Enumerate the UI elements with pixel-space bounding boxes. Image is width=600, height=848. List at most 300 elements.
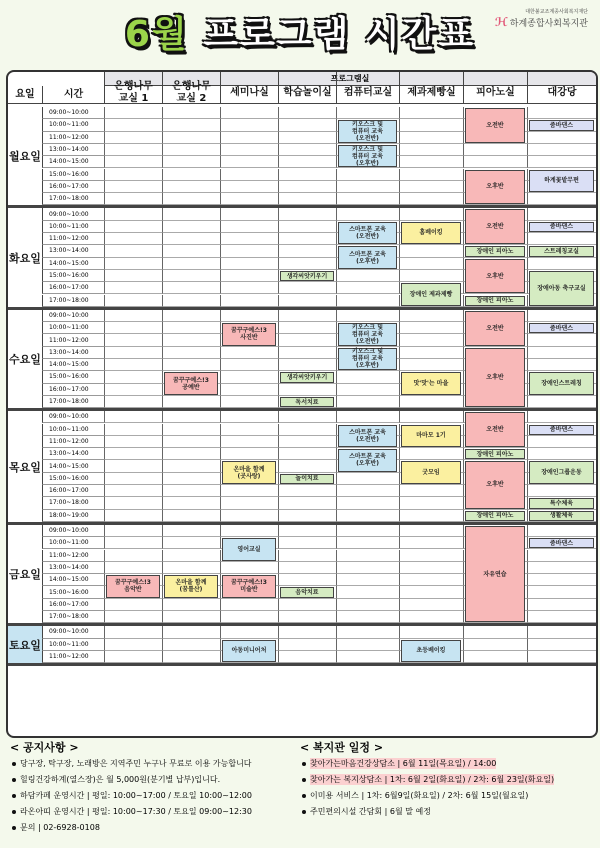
header-room: 컴퓨터교실 xyxy=(336,72,399,104)
time-slot: 09:00~10:00 xyxy=(42,310,104,322)
slot-cell xyxy=(220,119,278,131)
slot-cell xyxy=(220,181,278,193)
time-slot: 11:00~12:00 xyxy=(42,651,104,663)
slot-cell xyxy=(104,233,162,245)
program-block: 장애인 피아노 xyxy=(465,511,525,521)
time-slot: 09:00~10:00 xyxy=(42,411,104,423)
time-slot: 09:00~10:00 xyxy=(42,107,104,119)
time-slot: 14:00~15:00 xyxy=(42,359,104,371)
slot-cell xyxy=(220,310,278,322)
slot-cell xyxy=(220,384,278,396)
slot-cell xyxy=(162,497,220,509)
bullet-icon xyxy=(302,778,306,782)
slot-cell xyxy=(278,258,336,270)
slot-cell xyxy=(162,510,220,522)
time-slot: 14:00~15:00 xyxy=(42,258,104,270)
slot-cell xyxy=(399,347,463,359)
time-slot: 10:00~11:00 xyxy=(42,322,104,334)
slot-cell xyxy=(162,208,220,220)
slot-cell xyxy=(399,334,463,346)
slot-cell xyxy=(527,107,596,119)
program-block: 생활체육 xyxy=(529,511,594,521)
slot-cell xyxy=(220,144,278,156)
slot-cell xyxy=(463,144,527,156)
slot-cell xyxy=(399,144,463,156)
slot-cell xyxy=(527,611,596,623)
program-block: 키오스크 및 컴퓨터 교육 (오후반) xyxy=(338,348,397,371)
slot-cell xyxy=(278,221,336,233)
slot-cell xyxy=(463,626,527,638)
slot-cell xyxy=(278,460,336,472)
slot-cell xyxy=(336,525,399,537)
program-block: 독서치료 xyxy=(280,397,334,407)
slot-cell xyxy=(162,169,220,181)
slot-cell xyxy=(278,510,336,522)
header-room: 학습놀이실 xyxy=(278,72,336,104)
slot-cell xyxy=(527,626,596,638)
slot-cell xyxy=(162,396,220,408)
slot-cell xyxy=(336,651,399,663)
time-slot: 15:00~16:00 xyxy=(42,169,104,181)
slot-cell xyxy=(399,626,463,638)
slot-cell xyxy=(162,460,220,472)
slot-cell xyxy=(399,448,463,460)
time-slot: 10:00~11:00 xyxy=(42,119,104,131)
notice-text: 라온아띠 운영시간 | 평일: 10:00~17:30 / 토요일 09:00~12:30 xyxy=(20,807,252,816)
schedule-text: 이미용 서비스 | 1차: 6월9일(화요일) / 2차: 6월 15일(월요일) xyxy=(310,791,529,800)
program-block: 오후반 xyxy=(465,259,525,294)
program-block: 홈베이킹 xyxy=(401,222,461,245)
time-slot: 15:00~16:00 xyxy=(42,270,104,282)
timetable xyxy=(6,70,598,738)
time-slot: 15:00~16:00 xyxy=(42,586,104,598)
time-slot: 17:00~18:00 xyxy=(42,611,104,623)
slot-cell xyxy=(162,322,220,334)
slot-cell xyxy=(104,411,162,423)
slot-cell xyxy=(463,639,527,651)
time-slot: 11:00~12:00 xyxy=(42,436,104,448)
slot-cell xyxy=(336,208,399,220)
slot-cell xyxy=(278,156,336,168)
slot-cell xyxy=(162,233,220,245)
slot-cell xyxy=(527,651,596,663)
slot-cell xyxy=(278,295,336,307)
program-block: 키오스크 및 컴퓨터 교육 (오전반) xyxy=(338,323,397,346)
program-block: 오후반 xyxy=(465,461,525,508)
slot-cell xyxy=(220,193,278,205)
org-parent: 대한불교조계종사회복지재단 xyxy=(525,9,588,15)
slot-cell xyxy=(220,510,278,522)
program-block: 줌바댄스 xyxy=(529,323,594,333)
slot-cell xyxy=(399,169,463,181)
slot-cell xyxy=(162,193,220,205)
header-room: 피아노실 xyxy=(463,72,527,104)
slot-cell xyxy=(527,586,596,598)
notice-item xyxy=(12,790,252,801)
slot-cell xyxy=(336,310,399,322)
slot-cell xyxy=(104,282,162,294)
program-block: 오전반 xyxy=(465,108,525,143)
slot-cell xyxy=(104,322,162,334)
slot-cell xyxy=(104,436,162,448)
slot-cell xyxy=(104,119,162,131)
bullet-icon xyxy=(302,794,306,798)
slot-cell xyxy=(104,537,162,549)
slot-cell xyxy=(220,258,278,270)
slot-cell xyxy=(162,258,220,270)
day-label: 목요일 xyxy=(9,460,41,474)
slot-cell xyxy=(220,208,278,220)
slot-cell xyxy=(527,396,596,408)
slot-cell xyxy=(527,156,596,168)
lotus-icon: ℋ xyxy=(494,15,508,29)
slot-cell xyxy=(527,359,596,371)
time-slot: 15:00~16:00 xyxy=(42,371,104,383)
slot-cell xyxy=(527,639,596,651)
time-slot: 10:00~11:00 xyxy=(42,221,104,233)
slot-cell xyxy=(527,310,596,322)
slot-cell xyxy=(162,550,220,562)
slot-cell xyxy=(220,233,278,245)
bullet-icon xyxy=(302,762,306,766)
slot-cell xyxy=(104,193,162,205)
time-slot: 09:00~10:00 xyxy=(42,525,104,537)
program-block: 장애아동 축구교실 xyxy=(529,271,594,306)
program-block: 오전반 xyxy=(465,311,525,346)
program-block: 오전반 xyxy=(465,209,525,244)
slot-cell xyxy=(399,208,463,220)
slot-cell xyxy=(527,347,596,359)
slot-cell xyxy=(463,156,527,168)
slot-cell xyxy=(220,424,278,436)
slot-cell xyxy=(278,411,336,423)
program-block: 스마트폰 교육 (오후반) xyxy=(338,449,397,472)
slot-cell xyxy=(162,310,220,322)
program-block: 스마트폰 교육 (오전반) xyxy=(338,222,397,245)
time-slot: 10:00~11:00 xyxy=(42,537,104,549)
program-block: 장애인 피아노 xyxy=(465,449,525,459)
slot-cell xyxy=(104,359,162,371)
slot-cell xyxy=(162,599,220,611)
notice-title: < 공지사항 > xyxy=(10,741,79,754)
slot-cell xyxy=(527,436,596,448)
slot-cell xyxy=(278,334,336,346)
notice-text: 하담카페 운영시간 | 평일: 10:00~17:00 / 토요일 10:00~12:00 xyxy=(20,791,252,800)
slot-cell xyxy=(162,245,220,257)
notice-item xyxy=(12,774,220,785)
slot-cell xyxy=(278,181,336,193)
slot-cell xyxy=(104,371,162,383)
org-logo xyxy=(495,8,588,29)
slot-cell xyxy=(278,436,336,448)
slot-cell xyxy=(104,132,162,144)
program-block: 꿈꾸구예스!3 공예반 xyxy=(164,372,218,395)
slot-cell xyxy=(162,424,220,436)
program-block: 스마트폰 교육 (오후반) xyxy=(338,246,397,269)
title-month: 6월 xyxy=(124,14,189,55)
slot-cell xyxy=(162,626,220,638)
bullet-icon xyxy=(302,810,306,814)
slot-cell xyxy=(278,550,336,562)
time-slot: 14:00~15:00 xyxy=(42,156,104,168)
slot-cell xyxy=(399,245,463,257)
slot-cell xyxy=(104,562,162,574)
slot-cell xyxy=(399,132,463,144)
slot-cell xyxy=(399,485,463,497)
program-block: 생각씨앗키우기 xyxy=(280,372,334,382)
slot-cell xyxy=(162,436,220,448)
header-group: 프로그램실 xyxy=(104,72,596,86)
slot-cell xyxy=(278,347,336,359)
header-room: 은행나무 교실 2 xyxy=(162,72,220,104)
bullet-icon xyxy=(12,810,16,814)
slot-cell xyxy=(527,448,596,460)
slot-cell xyxy=(278,537,336,549)
slot-cell xyxy=(527,144,596,156)
slot-cell xyxy=(527,599,596,611)
slot-cell xyxy=(399,497,463,509)
program-block: 굿모임 xyxy=(401,461,461,484)
slot-cell xyxy=(399,586,463,598)
slot-cell xyxy=(162,156,220,168)
slot-cell xyxy=(220,169,278,181)
slot-cell xyxy=(220,347,278,359)
slot-cell xyxy=(336,510,399,522)
slot-cell xyxy=(278,144,336,156)
slot-cell xyxy=(399,119,463,131)
slot-cell xyxy=(278,245,336,257)
slot-cell xyxy=(162,473,220,485)
slot-cell xyxy=(278,626,336,638)
slot-cell xyxy=(104,245,162,257)
slot-cell xyxy=(336,169,399,181)
slot-cell xyxy=(278,132,336,144)
slot-cell xyxy=(162,485,220,497)
program-block: 음악치료 xyxy=(280,587,334,597)
slot-cell xyxy=(220,525,278,537)
bullet-icon xyxy=(12,762,16,766)
slot-cell xyxy=(162,221,220,233)
program-block: 마마모 1기 xyxy=(401,425,461,448)
slot-cell xyxy=(278,384,336,396)
slot-cell xyxy=(278,310,336,322)
header-room: 대강당 xyxy=(527,72,596,104)
slot-cell xyxy=(278,359,336,371)
slot-cell xyxy=(162,119,220,131)
time-slot: 16:00~17:00 xyxy=(42,599,104,611)
slot-cell xyxy=(162,411,220,423)
slot-cell xyxy=(220,156,278,168)
slot-cell xyxy=(162,107,220,119)
slot-cell xyxy=(162,611,220,623)
slot-cell xyxy=(278,485,336,497)
time-slot: 14:00~15:00 xyxy=(42,574,104,586)
slot-cell xyxy=(278,562,336,574)
notice-title-text: 공지사항 xyxy=(23,741,66,754)
slot-cell xyxy=(220,485,278,497)
slot-cell xyxy=(162,639,220,651)
slot-cell xyxy=(336,384,399,396)
program-block: 꿈꾸구예스!3 음악반 xyxy=(106,575,160,598)
slot-cell xyxy=(220,448,278,460)
slot-cell xyxy=(162,270,220,282)
slot-cell xyxy=(278,639,336,651)
header-day: 요일 xyxy=(8,86,42,104)
program-block: 하계꽃밭무편 xyxy=(529,170,594,193)
slot-cell xyxy=(220,295,278,307)
slot-cell xyxy=(336,473,399,485)
slot-cell xyxy=(336,371,399,383)
slot-cell xyxy=(220,371,278,383)
day-label: 화요일 xyxy=(9,251,41,265)
slot-cell xyxy=(336,626,399,638)
time-slot: 17:00~18:00 xyxy=(42,193,104,205)
slot-cell xyxy=(336,550,399,562)
slot-cell xyxy=(220,436,278,448)
slot-cell xyxy=(336,574,399,586)
day-separator xyxy=(8,663,596,666)
program-block: 오후반 xyxy=(465,170,525,205)
slot-cell xyxy=(399,574,463,586)
slot-cell xyxy=(336,193,399,205)
slot-cell xyxy=(336,562,399,574)
slot-cell xyxy=(162,132,220,144)
program-block: 줌바댄스 xyxy=(529,538,594,548)
slot-cell xyxy=(278,651,336,663)
program-block: 꿈꾸구예스!3 미술반 xyxy=(222,575,276,598)
slot-cell xyxy=(104,639,162,651)
slot-cell xyxy=(278,574,336,586)
slot-cell xyxy=(162,144,220,156)
program-block: 영어교실 xyxy=(222,538,276,561)
time-slot: 17:00~18:00 xyxy=(42,497,104,509)
slot-cell xyxy=(336,497,399,509)
program-block: 자유연습 xyxy=(465,526,525,622)
slot-cell xyxy=(104,295,162,307)
slot-cell xyxy=(104,270,162,282)
notice-text: 문의 | 02-6928-0108 xyxy=(20,823,100,832)
time-slot: 10:00~11:00 xyxy=(42,639,104,651)
slot-cell xyxy=(162,347,220,359)
slot-cell xyxy=(104,208,162,220)
title-rest: 프로그램 시간표 xyxy=(188,14,476,55)
time-slot: 16:00~17:00 xyxy=(42,282,104,294)
slot-cell xyxy=(278,169,336,181)
schedule-text: 찾아가는 복지상담소 | 1차: 6월 2일(화요일) / 2차: 6월 23일(화요일) xyxy=(310,775,555,784)
schedule-text: 찾아가는마음건강상담소 | 6월 11일(목요일) / 14:00 xyxy=(310,759,497,768)
day-label: 수요일 xyxy=(9,352,41,366)
slot-cell xyxy=(336,411,399,423)
slot-cell xyxy=(104,144,162,156)
time-slot: 18:00~19:00 xyxy=(42,510,104,522)
slot-cell xyxy=(336,181,399,193)
program-block: 스트레칭교실 xyxy=(529,246,594,256)
time-slot: 11:00~12:00 xyxy=(42,233,104,245)
program-block: 생각씨앗키우기 xyxy=(280,271,334,281)
program-block: 장애인 피아노 xyxy=(465,296,525,306)
program-block: 키오스크 및 컴퓨터 교육 (오전반) xyxy=(338,120,397,143)
slot-cell xyxy=(220,411,278,423)
slot-cell xyxy=(278,525,336,537)
slot-cell xyxy=(399,510,463,522)
slot-cell xyxy=(220,611,278,623)
slot-cell xyxy=(399,258,463,270)
slot-cell xyxy=(399,537,463,549)
slot-cell xyxy=(104,611,162,623)
slot-cell xyxy=(527,193,596,205)
slot-cell xyxy=(399,359,463,371)
time-slot: 11:00~12:00 xyxy=(42,334,104,346)
slot-cell xyxy=(399,611,463,623)
time-slot: 14:00~15:00 xyxy=(42,460,104,472)
slot-cell xyxy=(336,485,399,497)
program-block: 꿈꾸구예스!3 사진반 xyxy=(222,323,276,346)
program-block: 놀이치료 xyxy=(280,474,334,484)
org-name: 하계종합사회복지관 xyxy=(509,19,588,29)
slot-cell xyxy=(162,295,220,307)
slot-cell xyxy=(399,562,463,574)
slot-cell xyxy=(399,270,463,282)
slot-cell xyxy=(104,448,162,460)
time-slot: 13:00~14:00 xyxy=(42,245,104,257)
slot-cell xyxy=(399,525,463,537)
day-label: 금요일 xyxy=(9,568,41,582)
slot-cell xyxy=(399,107,463,119)
program-block: 줌바댄스 xyxy=(529,120,594,130)
slot-cell xyxy=(278,193,336,205)
program-block: 장애인 제과제빵 xyxy=(401,283,461,306)
slot-cell xyxy=(104,384,162,396)
slot-cell xyxy=(336,639,399,651)
time-slot: 09:00~10:00 xyxy=(42,208,104,220)
notice-item xyxy=(12,806,252,817)
slot-cell xyxy=(104,473,162,485)
slot-cell xyxy=(104,169,162,181)
schedule-item xyxy=(302,790,528,801)
slot-cell xyxy=(104,221,162,233)
bullet-icon xyxy=(12,778,16,782)
slot-cell xyxy=(162,448,220,460)
slot-cell xyxy=(220,221,278,233)
slot-cell xyxy=(336,537,399,549)
time-slot: 13:00~14:00 xyxy=(42,144,104,156)
time-slot: 13:00~14:00 xyxy=(42,562,104,574)
slot-cell xyxy=(104,510,162,522)
slot-cell xyxy=(399,181,463,193)
bullet-icon xyxy=(12,826,16,830)
slot-cell xyxy=(278,497,336,509)
slot-cell xyxy=(104,525,162,537)
slot-cell xyxy=(104,424,162,436)
slot-cell xyxy=(104,107,162,119)
notice-text: 힐링건강하계(열스장)은 월 5,000원(분기별 납부)입니다. xyxy=(20,775,221,784)
slot-cell xyxy=(278,119,336,131)
program-block: 특수체육 xyxy=(529,498,594,508)
slot-cell xyxy=(336,396,399,408)
slot-cell xyxy=(104,258,162,270)
notice-item xyxy=(12,822,100,833)
slot-cell xyxy=(336,599,399,611)
slot-cell xyxy=(278,599,336,611)
slot-cell xyxy=(399,550,463,562)
program-block: 줌바댄스 xyxy=(529,222,594,232)
slot-cell xyxy=(104,347,162,359)
slot-cell xyxy=(527,411,596,423)
notice-text: 당구장, 탁구장, 노래방은 지역주민 누구나 무료로 이용 가능합니다 xyxy=(20,759,252,768)
program-block: 오전반 xyxy=(465,412,525,447)
time-slot: 15:00~16:00 xyxy=(42,473,104,485)
slot-cell xyxy=(527,562,596,574)
